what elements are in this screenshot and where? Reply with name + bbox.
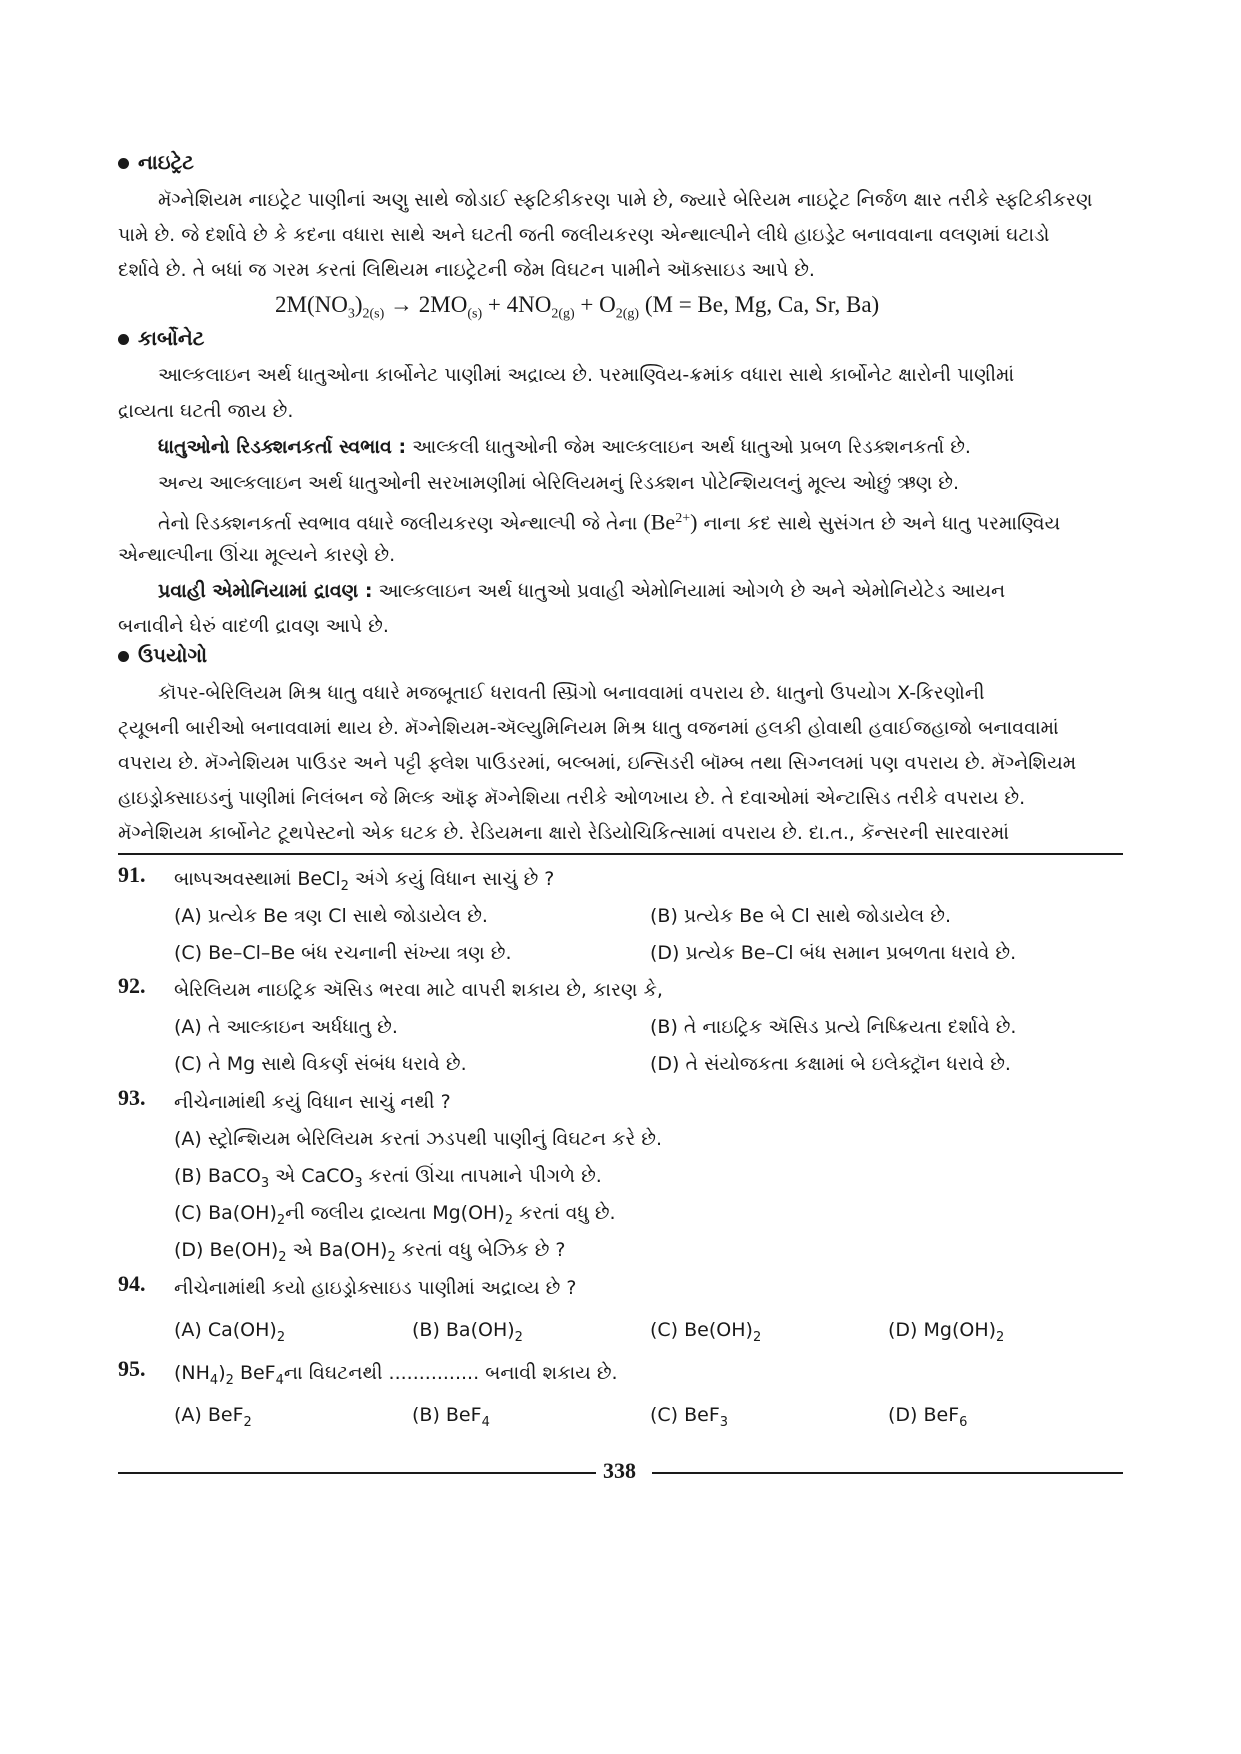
option-c[interactable]: (C) BeF$_3$ bbox=[650, 1404, 729, 1430]
option-a[interactable]: (A) $Ca(OH)_2$ bbox=[174, 1319, 286, 1345]
question-stem: બેરિલિયમ નાઇટ્રિક ઍસિડ ભરવા માટે વાપરી શકાય છે, કારણ કે, bbox=[174, 979, 663, 1001]
section-heading-carbonate: કાર્બોનેટ bbox=[118, 326, 204, 350]
uses-line-1: કૉપર-બેરિલિયમ મિશ્ર ધાતુ વધારે મજબૂતાઈ ધરાવતી સ્પ્રિંગો બનાવવામાં વપરાય છે. ધાતુનો ઉપયોગ X-કિરણોની bbox=[158, 682, 985, 704]
uses-line-3: વપરાય છે. મૅગ્નેશિયમ પાઉડર અને પટ્ટી ફ્લેશ પાઉડરમાં, બલ્બમાં, ઇન્સિડરી બૉમ્બ તથા સિગ્નલમાં પણ વપરાય છે. મૅગ્નેશિયમ bbox=[118, 752, 1077, 774]
option-b[interactable]: (B) BaCO$_3$ એ CaCO$_3$ કરતાં ઊંચા તાપમાને પીગળે છે. bbox=[174, 1165, 602, 1191]
decomposition-equation: $2M(NO_3)_{2(s)} \to 2MO_{(s)} + 4NO_{2(g)} + O_{2(g)}$ (M = Be, Mg, Ca, Sr, Ba) bbox=[275, 292, 880, 322]
option-b[interactable]: (B) તે નાઇટ્રિક ઍસિડ પ્રત્યે નિષ્ક્રિયતા દર્શાવે છે. bbox=[650, 1016, 1017, 1038]
uses-line-5: મૅગ્નેશિયમ કાર્બોનેટ ટૂથપેસ્ટનો એક ઘટક છે. રેડિયમના ક્ષારો રેડિયોચિકિત્સામાં વપરાય છે. દા.ત., કૅન્સરની સારવારમાં bbox=[118, 822, 1009, 844]
option-d[interactable]: (D) તે સંયોજકતા કક્ષામાં બે ઇલેક્ટ્રૉન ધરાવે છે. bbox=[650, 1053, 1011, 1075]
reducing-nature-line-4: એન્થાલ્પીના ઊંચા મૂલ્યને કારણે છે. bbox=[118, 544, 396, 566]
question-stem: નીચેનામાંથી કયો હાઇડ્રોક્સાઇડ પાણીમાં અદ્રાવ્ય છે ? bbox=[174, 1277, 577, 1299]
option-c[interactable]: (C) $Be(OH)_2$ bbox=[650, 1319, 762, 1345]
question-number: 91. bbox=[118, 862, 146, 887]
reducing-nature-line-1: ધાતુઓનો રિડક્શનકર્તા સ્વભાવ : આલ્કલી ધાતુઓની જેમ આલ્કલાઇન અર્થ ધાતુઓ પ્રબળ રિડક્શનકર્તા છે. bbox=[158, 436, 971, 458]
option-b[interactable]: (B) $Ba(OH)_2$ bbox=[412, 1319, 523, 1345]
carbonate-line-2: દ્રાવ્યતા ઘટતી જાય છે. bbox=[118, 400, 294, 422]
question-stem: નીચેનામાંથી કયું વિધાન સાચું નથી ? bbox=[174, 1091, 451, 1113]
footer-rule-right bbox=[652, 1472, 1123, 1474]
question-stem: બાષ્પઅવસ્થામાં BeCl$_2$ અંગે કયું વિધાન સાચું છે ? bbox=[174, 868, 555, 894]
option-c[interactable]: (C) તે Mg સાથે વિકર્ણ સંબંધ ધરાવે છે. bbox=[174, 1053, 467, 1075]
ammonia-solution-line-1: પ્રવાહી એમોનિયામાં દ્રાવણ : આલ્કલાઇન અર્થ ધાતુઓ પ્રવાહી એમોનિયામાં ઓગળે છે અને એમોનિયેટેડ આયન bbox=[158, 580, 1006, 602]
ammonia-solution-line-2: બનાવીને ઘેરું વાદળી દ્રાવણ આપે છે. bbox=[118, 615, 389, 637]
uses-line-2: ટ્યૂબની બારીઓ બનાવવામાં થાય છે. મૅગ્નેશિયમ-ઍલ્યુમિનિયમ મિશ્ર ધાતુ વજનમાં હલકી હોવાથી હવાઈજહાજો બનાવવામાં bbox=[118, 717, 1059, 739]
option-b[interactable]: (B) પ્રત્યેક Be બે Cl સાથે જોડાયેલ છે. bbox=[650, 905, 951, 927]
section-heading-uses: ઉપયોગો bbox=[118, 643, 207, 667]
option-a[interactable]: (A) પ્રત્યેક Be ત્રણ Cl સાથે જોડાયેલ છે. bbox=[174, 905, 488, 927]
footer-rule-left bbox=[118, 1472, 596, 1474]
reducing-nature-heading: ધાતુઓનો રિડક્શનકર્તા સ્વભાવ : bbox=[158, 436, 407, 458]
option-d[interactable]: (D) $Mg(OH)_2$ bbox=[888, 1319, 1005, 1345]
section-heading-nitrate: નાઇટ્રેટ bbox=[118, 150, 194, 174]
bullet-icon bbox=[118, 334, 129, 345]
question-number: 93. bbox=[118, 1085, 146, 1110]
reducing-nature-line-2: અન્ય આલ્કલાઇન અર્થ ધાતુઓની સરખામણીમાં બેરિલિયમનું રિડક્શન પોટેન્શિયલનું મૂલ્ય ઓછું ઋણ છે. bbox=[158, 472, 960, 494]
option-c[interactable]: (C) $Ba(OH)_2ની$ જલીય દ્રાવ્યતા $Mg(OH)_2$ કરતાં વધુ છે. bbox=[174, 1202, 616, 1228]
reducing-nature-line-3: તેનો રિડક્શનકર્તા સ્વભાવ વધારે જલીયકરણ એન્થાલ્પી જે તેના $(Be^{2+})$ નાના કદ સાથે સુસંગત છે અને ધાતુ પરમાણ્વિય bbox=[158, 509, 1061, 535]
bullet-icon bbox=[118, 651, 129, 662]
option-d[interactable]: (D) $Be(OH)_2$ એ $Ba(OH)_2$ કરતાં વધુ બેઝિક છે ? bbox=[174, 1239, 566, 1265]
option-a[interactable]: (A) BeF$_2$ bbox=[174, 1404, 252, 1430]
option-c[interactable]: (C) Be–Cl–Be બંધ રચનાની સંખ્યા ત્રણ છે. bbox=[174, 942, 512, 964]
nitrate-line-2: પામે છે. જે દર્શાવે છે કે કદના વધારા સાથે અને ઘટતી જતી જલીયકરણ એન્થાલ્પીને લીધે હાઇડ્રેટ બનાવવાના વલણમાં ઘટાડો bbox=[118, 224, 1050, 246]
section-divider bbox=[118, 853, 1123, 855]
page-number: 338 bbox=[603, 1458, 636, 1483]
bullet-icon bbox=[118, 158, 129, 169]
ammonia-solution-heading: પ્રવાહી એમોનિયામાં દ્રાવણ : bbox=[158, 580, 373, 602]
question-number: 92. bbox=[118, 973, 146, 998]
option-b[interactable]: (B) BeF$_4$ bbox=[412, 1404, 490, 1430]
question-number: 95. bbox=[118, 1356, 146, 1381]
question-number: 94. bbox=[118, 1271, 146, 1296]
question-stem: $(NH_4)_2$ BeF$_4$ના વિઘટનથી ............... બનાવી શકાય છે. bbox=[174, 1362, 618, 1388]
uses-line-4: હાઇડ્રોક્સાઇડનું પાણીમાં નિલંબન જે મિલ્ક ઑફ મૅગ્નેશિયા તરીકે ઓળખાય છે. તે દવાઓમાં એન્ટાસિડ તરીકે વપરાય છે. bbox=[118, 787, 1026, 809]
option-d[interactable]: (D) BeF$_6$ bbox=[888, 1404, 968, 1430]
carbonate-line-1: આલ્કલાઇન અર્થ ધાતુઓના કાર્બોનેટ પાણીમાં અદ્રાવ્ય છે. પરમાણ્વિય-ક્રમાંક વધારા સાથે કાર્બોનેટ ક્ષારોની પાણીમાં bbox=[158, 364, 1015, 386]
nitrate-line-3: દર્શાવે છે. તે બધાં જ ગરમ કરતાં લિથિયમ નાઇટ્રેટની જેમ વિઘટન પામીને ઑક્સાઇડ આપે છે. bbox=[118, 259, 815, 281]
option-a[interactable]: (A) તે આલ્કાઇન અર્ધધાતુ છે. bbox=[174, 1016, 398, 1038]
option-a[interactable]: (A) સ્ટ્રોન્શિયમ બેરિલિયમ કરતાં ઝડપથી પાણીનું વિઘટન કરે છે. bbox=[174, 1128, 663, 1150]
option-d[interactable]: (D) પ્રત્યેક Be–Cl બંધ સમાન પ્રબળતા ધરાવે છે. bbox=[650, 942, 1017, 964]
nitrate-line-1: મૅગ્નેશિયમ નાઇટ્રેટ પાણીનાં અણુ સાથે જોડાઈ સ્ફટિકીકરણ પામે છે, જ્યારે બેરિયમ નાઇટ્રેટ નિર્જળ ક્ષાર તરીકે સ્ફટિકીકરણ bbox=[158, 189, 1093, 211]
